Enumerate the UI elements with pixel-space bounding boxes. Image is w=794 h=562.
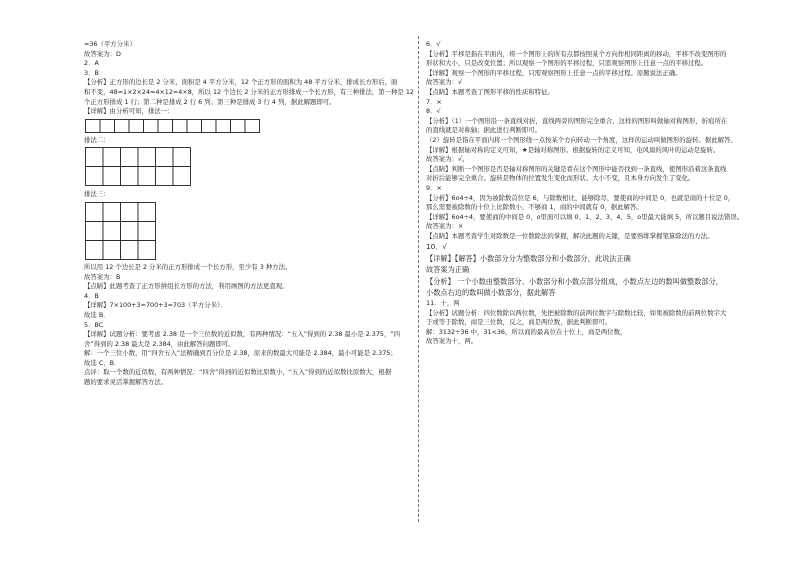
text-line: 故答案为十，两。	[426, 337, 478, 346]
column-divider	[418, 36, 419, 522]
square-cell	[86, 148, 104, 167]
right-column	[426, 40, 744, 347]
text-line: 【点睛】此题考查了正方形拼组长方形的方法，利用画图的方法更直观。	[84, 282, 289, 291]
arrangement-1-grid	[85, 119, 414, 133]
square-cell	[138, 240, 156, 259]
square-cell	[86, 119, 101, 132]
square-cell	[86, 221, 104, 240]
square-cell	[138, 221, 156, 240]
square-cell	[187, 119, 202, 132]
square-cell	[86, 202, 104, 221]
text-line: 于或等于除数，商是三位数，反之，商是两位数，据此判断即可。	[426, 318, 612, 327]
square-cell	[115, 119, 130, 132]
square-cell	[86, 240, 104, 259]
square-cell	[121, 221, 139, 240]
text-line: 点评：取一个数的近似数，有两种情况：“四舍”得到的近似数比原数小，“五入”得到的近似数比原数大，根据	[84, 368, 392, 377]
text-line: 形状和大小，只是改变位置；所以观察一个图形的平移过程，只需观察图形上任意一点的平移过程。	[426, 59, 708, 68]
arrangement-3-grid	[85, 202, 414, 260]
square-cell	[173, 148, 191, 167]
text-line: 个正方形排成 1 行；第二种是排成 2 行 6 列；第三种是排成 3 行 4 列，据此解题即可。	[84, 97, 336, 106]
text-line: 【分析】 一个小数由整数部分、小数部分和小数点部分组成，小数点左边的数叫做整数部分，	[426, 276, 723, 286]
square-cell	[103, 148, 121, 167]
text-line: 【点睛】判断一个图形是否是轴对称图形的关键是看在这个图形中能否找到一条直线，使图形沿着这条直线	[426, 164, 727, 173]
text-line: 舍”得到的 2.38 最大是 2.384，由此解答问题即可。	[84, 339, 235, 348]
arrangement-2-label: 排法二：	[84, 135, 110, 144]
left-column	[84, 40, 414, 388]
text-line: 小数点右边的数叫做小数部分，据此解答	[426, 288, 556, 298]
arrangement-2-grid	[85, 147, 414, 187]
text-line: 【详解】观察一个图形的平移过程，只需观察图形上任意一点的平移过程。原题说法正确。	[426, 68, 682, 77]
text-line: 解：一个三位小数，用“四舍五入”法精确到百分位是 2.38，原来的数最大可能是 2.384，最小可能是 2.375；	[84, 349, 397, 358]
text-line: 8．√	[426, 107, 441, 116]
text-line: 那么需要被除数的十位上比除数小，不够商 1，商的中间就有 0，据此解答。	[426, 203, 643, 212]
square-cell	[121, 167, 139, 186]
text-line: 的直线就是对称轴；据此进行判断即可。	[426, 126, 542, 135]
text-line: 4．B	[84, 291, 99, 300]
square-cell	[173, 119, 188, 132]
square-cell	[103, 167, 121, 186]
square-cell	[86, 167, 104, 186]
square-cell	[216, 119, 231, 132]
text-line: 故选 B．	[84, 310, 110, 319]
square-cell	[103, 240, 121, 259]
square-cell	[121, 148, 139, 167]
square-cell	[100, 119, 115, 132]
text-line: （2）旋转是指在平面内将一个图形绕一点按某个方向转动一个角度，这样的运动叫做图形的旋转。据此解答。	[426, 135, 737, 144]
text-line: 【详解】7×100+3=700+3=703（平方分米）．	[84, 301, 227, 310]
text-line: 3．B	[84, 68, 99, 77]
square-cell	[121, 202, 139, 221]
square-cell	[202, 119, 217, 132]
square-cell	[156, 148, 174, 167]
text-line: 解：3132÷36 中，31<36，所以商的最高位在十位上，商是两位数，	[426, 327, 627, 336]
text-line: 故答案为正确	[426, 265, 470, 275]
text-line: 故选 C，B．	[84, 358, 121, 367]
square-cell	[103, 221, 121, 240]
text-line: 【分析】平移是指在平面内，将一个图形上的所有点都按照某个方向作相同距离的移动，平移不改变图形的	[426, 49, 727, 58]
text-line: 【详解】试题分析：要考虑 2.38 是一个三位数的近似数，有两种情况：“五入”得到的 2.38 最小是 2.375，“四	[84, 330, 401, 339]
text-line: 10．√	[426, 242, 447, 252]
text-line: 故答案为：B	[84, 272, 121, 281]
text-line: 【分析】正方形的边长是 2 分米，面积是 4 平方分米，12 个正方形的面积为 48 平方分米，排成长方形后，面	[84, 78, 398, 87]
text-line: 【详解】6o4÷4，要使商的中间是 0，o里面可以填 0、1、2、3、4、5，o里最大能填 5，所以题目说法错误。	[426, 212, 744, 221]
square-cell	[144, 119, 159, 132]
text-line: 所以用 12 个边长是 2 分米的正方形排成一个长方形，至少有 3 种方法。	[84, 262, 292, 271]
square-cell	[138, 167, 156, 186]
square-cell	[138, 148, 156, 167]
text-line: 【详解】由分析可知，排法一：	[84, 107, 174, 116]
text-line: 【点睛】本题考查学生对除数是一位数除法的掌握，解决此题的关键，是要熟练掌握笔算除法的方法。	[426, 231, 714, 240]
text-line: 7．×	[426, 97, 442, 106]
text-line: 故答案为：√。	[426, 155, 469, 164]
square-cell	[245, 119, 260, 132]
text-line: =36（平方分米）	[84, 40, 136, 48]
square-cell	[158, 119, 173, 132]
text-line: 对折后能够完全重合。旋转是物体的位置发生变化而形状、大小不变，且本身方向发生了变化。	[426, 174, 695, 183]
text-line: 【分析】6o4÷4，因为被除数首位是 6，与除数相比，能够除尽，要使商的中间是 0，也就是商的十位是 0，	[426, 193, 735, 202]
square-cell	[156, 167, 174, 186]
text-line: 故答案为：D	[84, 49, 121, 58]
square-cell	[121, 240, 139, 259]
text-line: 题的要求灵活掌握解答方法。	[84, 378, 168, 387]
text-line: 【点睛】本题考查了图形平移的性质和特征。	[426, 87, 554, 96]
text-line: 故答案为：×	[426, 222, 464, 231]
text-line: 【详解】【解答】小数部分分为整数部分和小数部分，此说法正确	[426, 253, 631, 263]
text-line: 6．√	[426, 40, 441, 48]
text-line: 故答案为：√	[426, 78, 463, 87]
arrangement-3-label: 排法三：	[84, 190, 110, 199]
text-line: 【分析】（1）一个图形沿一条直线对折，直线两旁的图形完全重合，这样的图形叫做轴对称图形，折痕所在	[426, 116, 728, 125]
text-line: 【分析】试题分析：四位数除以两位数，先把被除数的前两位数字与除数比较，如果被除数的前两位数字大	[426, 308, 727, 317]
text-line: 【详解】根据轴对称的定义可知，★是轴对称图形。根据旋转的定义可知，电风扇的风叶的运动是旋转。	[426, 145, 720, 154]
square-cell	[129, 119, 144, 132]
square-cell	[138, 202, 156, 221]
square-cell	[231, 119, 246, 132]
text-line: 5．BC	[84, 320, 104, 329]
text-line: 9．×	[426, 183, 442, 192]
text-line: 11．十，两	[426, 298, 460, 307]
text-line: 2．A	[84, 59, 99, 68]
square-cell	[173, 167, 191, 186]
text-line: 积不变，48=1×2×24=4×12=4×8，所以 12 个边长 2 分米的正方形排成一个长方形，有三种排法，第一种是 12	[84, 87, 414, 96]
square-cell	[103, 202, 121, 221]
